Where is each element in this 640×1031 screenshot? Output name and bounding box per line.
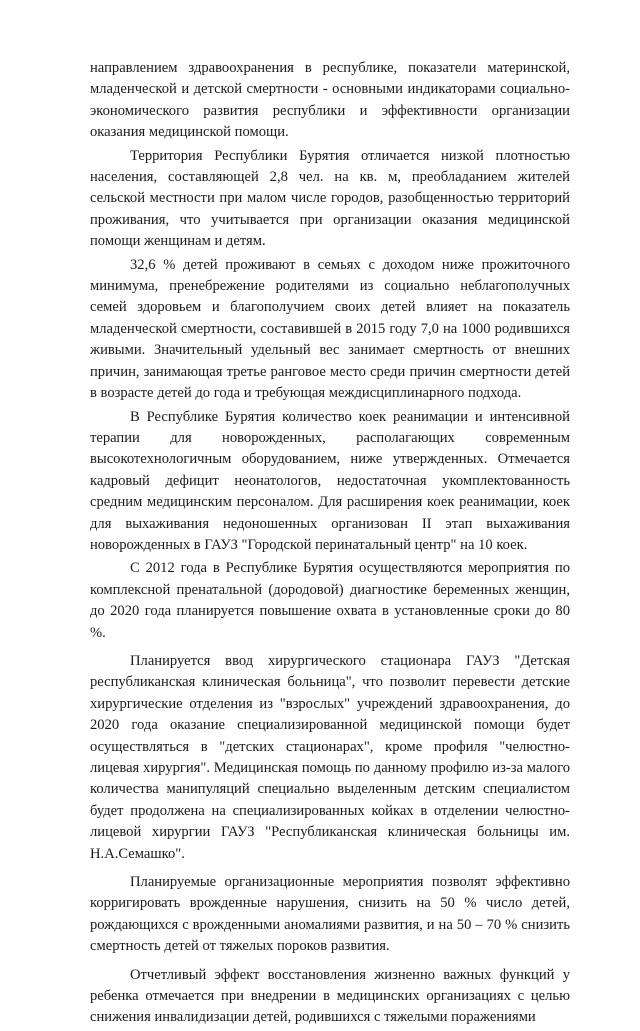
paragraph-prenatal-diagnostics: С 2012 года в Республике Бурятия осуществляются мероприятия по комплексной пренатальной (дородовой) диагностике беременных женщин, до 2020 года планируется повышение охвата в установленные сроки до 80 %.	[90, 560, 570, 641]
paragraph-intensive-care: В Республике Бурятия количество коек реанимации и интенсивной терапии для новорожденных, располагающих современным высокотехнологичным оборудованием, ниже утвержденных. Отмечается кадровый дефицит неонатологов, недостаточная укомплектованность средним медицинским персоналом. Для расширения коек реанимации, коек для выхаживания недоношенных организован II этап выхаживания новорожденных в ГАУЗ "Городской перинатальный центр" на 10 коек.	[90, 408, 570, 553]
paragraph-territory: Территория Республики Бурятия отличается низкой плотностью населения, составляющей 2,8 чел. на кв. м, преобладанием жителей сельской местности при малом числе городов, разобщенностью территорий проживания, что учитывается при организации оказания медицинской помощи женщинам и детям.	[90, 147, 570, 250]
document-page	[90, 58, 570, 1031]
paragraph-surgical-hospital: Планируется ввод хирургического стационара ГАУЗ "Детская республиканская клиническая больница", что позволит перевести детские хирургические отделения из "взрослых" учреждений здравоохранения, до 2020 года оказание специализированной медицинской помощи будет осуществляться в "детских стационарах", кроме профиля "челюстно-лицевая хирургия". Медицинская помощь по данному профилю из-за малого количества манипуляций специально выделенным детским специалистом будет продолжена на специализированных койках в отделении челюстно-лицевой хирургии ГАУЗ "Республиканская клиническая больницы им. Н.А.Семашко".	[90, 652, 570, 862]
paragraph-planned-measures: Планируемые организационные мероприятия позволят эффективно корригировать врожденные нарушения, снизить на 50 % число детей, рождающихся с врожденными аномалиями развития, и на 50 – 70 % снизить смертность детей от тяжелых пороков развития.	[90, 874, 570, 955]
paragraph-restoration-effect: Отчетливый эффект восстановления жизненно важных функций у ребенка отмечается при внедрении в медицинских организациях с целью снижения инвалидизации детей, родившихся с тяжелыми поражениями	[90, 966, 570, 1026]
paragraph-poverty: 32,6 % детей проживают в семьях с доходом ниже прожиточного минимума, пренебрежение родителями из социально неблагополучных семей здоровьем и благополучием своих детей влияет на показатель младенческой смертности, составившей в 2015 году 7,0 на 1000 родившихся живыми. Значительный удельный вес занимает смертность от внешних причин, занимающая третье ранговое место среди причин смертности детей в возрасте детей до года и требующая междисциплинарного подхода.	[90, 256, 570, 402]
paragraph-continuation: направлением здравоохранения в республике, показатели материнской, младенческой и детской смертности - основными индикаторами социально-экономического развития республики и эффективности организации оказания медицинской помощи.	[90, 60, 570, 141]
